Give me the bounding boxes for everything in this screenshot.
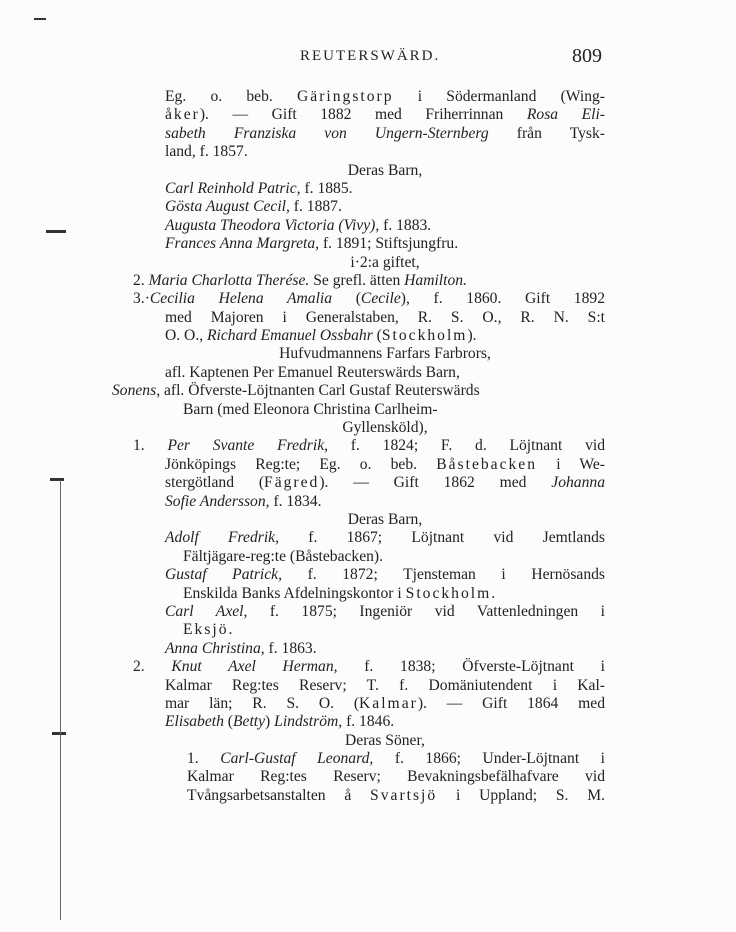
margin-mark	[60, 480, 61, 920]
text-segment: Tvångsarbetsanstalten å	[187, 786, 371, 804]
section-heading	[165, 511, 605, 529]
text-segment: Deras Barn,	[347, 161, 423, 179]
text-segment: stergötland (	[165, 474, 265, 492]
text-segment: 1.	[187, 750, 221, 768]
text-segment: f. 1863.	[264, 639, 317, 657]
text-segment: )	[265, 713, 275, 731]
text-line	[165, 768, 605, 786]
text-line	[165, 529, 605, 547]
text-segment: Lindström,	[274, 713, 343, 731]
text-line	[133, 290, 605, 308]
text-segment: i Södermanland (Wing-	[393, 88, 606, 105]
text-segment: f. 1866; Under-Löjtnant i	[373, 750, 605, 768]
text-segment: Gustaf Patrick,	[165, 566, 282, 584]
text-segment: Elisabeth	[165, 713, 224, 731]
text-line	[165, 88, 605, 106]
text-segment: f. 1887.	[289, 198, 342, 216]
text-segment: Jönköpings Reg:te; Eg. o. beb.	[165, 455, 437, 473]
text-segment: Gyllensköld),	[342, 419, 428, 437]
text-segment: sabeth Franziska von Ungern-Sternberg	[165, 124, 489, 142]
text-line	[165, 548, 605, 566]
section-heading	[165, 732, 605, 750]
text-segment: Svartsjö	[370, 786, 438, 804]
text-segment: ), f. 1860. Gift 1892	[400, 290, 605, 308]
text-segment: O. O.,	[165, 327, 208, 345]
text-segment: Augusta Theodora Victoria (Vivy),	[165, 216, 380, 234]
text-line	[165, 677, 605, 695]
text-segment: Anna Christina,	[165, 639, 265, 657]
text-segment: Eksjö	[183, 621, 229, 639]
text-segment: Carl Axel,	[165, 602, 248, 620]
margin-mark	[46, 230, 66, 233]
text-segment: Enskilda Banks Afdelningskontor i	[183, 584, 406, 602]
text-line	[165, 401, 605, 419]
text-line	[165, 364, 605, 382]
text-segment: Rosa Eli-	[526, 106, 605, 124]
text-segment: Gäringstorp	[297, 88, 394, 105]
text-segment: Hamilton.	[404, 271, 467, 289]
text-segment: .	[491, 584, 496, 602]
text-segment: Per Svante Fredrik,	[167, 437, 329, 455]
text-line	[165, 787, 605, 805]
text-segment: land, f. 1857.	[165, 143, 248, 161]
text-segment: med Majoren i Generalstaben, R. S. O., R. N. S:t	[165, 308, 605, 326]
text-line	[165, 180, 605, 198]
text-segment: Kalmar Reg:tes Reserv; T. f. Domäniutendent i Kal-	[165, 676, 605, 694]
text-line	[133, 658, 605, 676]
text-line	[165, 456, 605, 474]
text-segment: i We-	[537, 455, 605, 473]
text-segment: , afl. Öfverste-Löjtnanten Carl Gustaf Reuterswärds	[156, 382, 480, 400]
text-segment: Kalmar	[359, 694, 418, 712]
text-segment: Sofie Andersson,	[165, 492, 270, 510]
text-segment: (	[223, 713, 233, 731]
text-segment: f. 1838; Öfverste-Löjtnant i	[337, 658, 605, 676]
text-segment: 2.	[133, 658, 172, 676]
text-line	[165, 235, 605, 253]
text-segment: ). — Gift 1882 med Friherrinnan	[199, 106, 527, 124]
text-segment: Fägred	[264, 474, 320, 492]
text-segment: åker	[165, 106, 200, 124]
text-segment: Stockholm	[381, 327, 468, 345]
text-segment: Frances Anna Margreta,	[165, 235, 320, 253]
text-line	[165, 143, 605, 161]
text-line	[133, 437, 605, 455]
text-line	[165, 750, 605, 768]
text-line	[165, 640, 605, 658]
text-segment: Cecile	[360, 290, 401, 308]
text-segment: Johanna	[551, 474, 605, 492]
text-segment: ). — Gift 1862 med	[319, 474, 552, 492]
text-segment: f. 1885.	[300, 179, 353, 197]
text-segment: f. 1867; Löjtnant vid Jemtlands	[279, 529, 606, 547]
section-heading	[165, 162, 605, 180]
text-segment: Sonens	[112, 382, 157, 400]
text-segment: Carl-Gustaf Leonard,	[220, 750, 374, 768]
text-line	[165, 603, 605, 621]
text-segment: f. 1834.	[269, 492, 322, 510]
text-line	[133, 272, 605, 290]
text-segment: Hufvudmannens Farfars Farbrors,	[279, 345, 491, 363]
text-line	[165, 198, 605, 216]
section-heading	[165, 345, 605, 363]
text-segment: Stockholm	[405, 584, 492, 602]
text-line	[165, 621, 605, 639]
page-header	[0, 45, 736, 72]
text-segment: Eg. o. beb.	[165, 88, 298, 105]
text-segment: Deras Söner,	[345, 731, 425, 749]
text-segment: f. 1824; F. d. Löjtnant vid	[328, 437, 605, 455]
text-segment: Richard Emanuel Ossbahr	[207, 327, 373, 345]
text-line	[165, 493, 605, 511]
text-segment: Se grefl. ätten	[309, 271, 405, 289]
text-line	[165, 327, 605, 345]
text-line	[165, 566, 605, 584]
text-segment: f. 1872; Tjensteman i Hernösands	[281, 566, 605, 584]
text-line	[112, 382, 605, 400]
text-segment: 1.	[133, 437, 168, 455]
text-segment: 2.	[133, 271, 149, 289]
text-segment: afl. Kaptenen Per Emanuel Reuterswärds Barn,	[165, 363, 460, 381]
text-segment: Betty	[233, 713, 266, 731]
text-line	[165, 713, 605, 731]
text-segment: Kalmar Reg:tes Reserv; Bevakningsbefälhafvare vid	[187, 768, 605, 786]
text-segment: (	[372, 327, 382, 345]
page-number: 809	[572, 45, 602, 67]
text-segment: .	[228, 621, 233, 639]
text-segment: Fältjägare-reg:te (Båstebacken).	[183, 547, 384, 565]
text-segment: Barn (med Eleonora Christina Carlheim-	[183, 400, 438, 418]
text-line	[165, 695, 605, 713]
text-segment: Cecilia Helena Amalia	[149, 290, 333, 308]
text-segment: f. 1891; Stiftsjungfru.	[319, 235, 459, 253]
text-segment: i·2:a giftet,	[350, 253, 420, 271]
text-segment: Gösta August Cecil,	[165, 198, 290, 216]
text-line	[165, 309, 605, 327]
text-line	[165, 217, 605, 235]
running-title: REUTERSWÄRD.	[300, 48, 441, 64]
text-segment: i Uppland; S. M.	[437, 786, 605, 804]
text-segment: Adolf Fredrik,	[165, 529, 279, 547]
text-segment: f. 1875; Ingeniör vid Vattenledningen i	[247, 602, 605, 620]
text-segment: mar län; R. S. O. (	[165, 694, 360, 712]
text-segment: Carl Reinhold Patric,	[165, 179, 301, 197]
document-body	[112, 88, 606, 805]
text-segment: ). — Gift 1864 med	[417, 694, 606, 712]
text-segment: Maria Charlotta Therése.	[148, 271, 310, 289]
section-heading	[165, 254, 605, 272]
text-line	[165, 474, 605, 492]
text-line	[165, 125, 605, 143]
text-segment: ).	[467, 327, 477, 345]
margin-mark	[52, 732, 66, 735]
text-line	[165, 106, 605, 124]
text-line	[165, 585, 605, 603]
text-segment: (	[332, 290, 361, 308]
text-segment: från Tysk-	[488, 124, 605, 142]
text-segment: f. 1846.	[342, 713, 395, 731]
text-segment: Knut Axel Herman,	[171, 658, 338, 676]
margin-mark	[34, 18, 46, 20]
text-segment: f. 1883.	[379, 216, 432, 234]
text-segment: Deras Barn,	[347, 510, 423, 528]
margin-mark	[50, 478, 64, 481]
text-line	[165, 419, 605, 437]
text-segment: 3.·	[133, 290, 150, 308]
text-segment: Båstebacken	[436, 455, 538, 473]
